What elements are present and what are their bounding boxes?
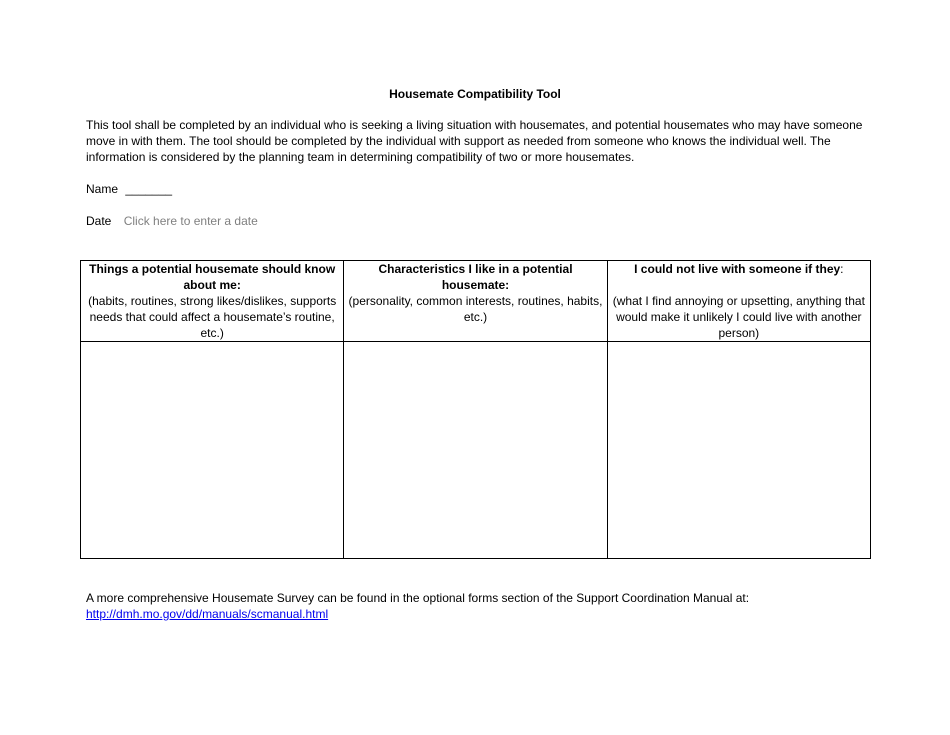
- name-field[interactable]: _______: [125, 182, 173, 196]
- footer-note: [86, 590, 886, 622]
- column-heading: Characteristics I like in a potential housemate:: [378, 262, 573, 292]
- column-heading-suffix: :: [840, 262, 844, 276]
- date-label: Date: [86, 214, 112, 228]
- date-picker-field[interactable]: Click here to enter a date: [123, 214, 258, 228]
- table-header-row: [81, 261, 871, 342]
- column-heading: Things a potential housemate should know about me:: [89, 262, 336, 292]
- column-description: (personality, common interests, routines, habits, etc.): [348, 294, 603, 324]
- spacer: [612, 277, 866, 293]
- entry-cell-about-me[interactable]: [81, 342, 344, 559]
- column-description: (what I find annoying or upsetting, anything that would make it unlikely I could live with another person): [612, 294, 865, 340]
- column-header-dealbreakers: [607, 261, 870, 342]
- table-entry-row: [81, 342, 871, 559]
- date-row: [86, 213, 258, 229]
- column-heading-wrap: [612, 261, 866, 277]
- page-title: Housemate Compatibility Tool: [389, 87, 561, 101]
- column-header-about-me: [81, 261, 344, 342]
- name-row: [86, 181, 172, 197]
- entry-cell-dealbreakers[interactable]: [607, 342, 870, 559]
- compatibility-table: [80, 260, 871, 559]
- footer-text: A more comprehensive Housemate Survey can be found in the optional forms section of the Support Coordination Manual at:: [86, 591, 750, 605]
- column-header-characteristics: [344, 261, 607, 342]
- entry-cell-characteristics[interactable]: [344, 342, 607, 559]
- manual-link[interactable]: http://dmh.mo.gov/dd/manuals/scmanual.html: [86, 607, 329, 621]
- column-heading: I could not live with someone if they: [634, 262, 841, 276]
- intro-paragraph: This tool shall be completed by an individual who is seeking a living situation with housemates, and potential housemates who may have someone move in with them. The tool should be completed by the individual with support as needed from someone who knows the individual well. The information is considered by the planning team in determining compatibility of two or more housemates.: [86, 118, 863, 164]
- name-label: Name: [86, 182, 119, 196]
- column-description: (habits, routines, strong likes/dislikes, supports needs that could affect a housemate’s routine, etc.): [88, 294, 337, 340]
